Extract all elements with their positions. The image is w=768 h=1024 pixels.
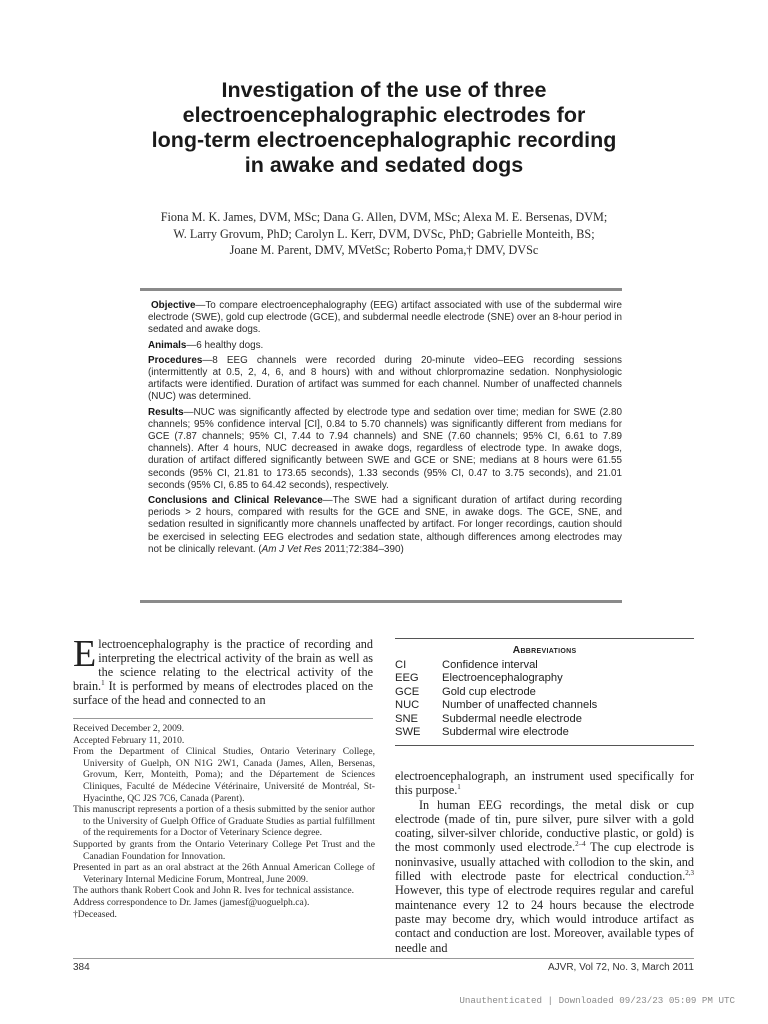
abstract-text: —6 healthy dogs. (186, 339, 264, 351)
reference-marker: 2–4 (575, 840, 586, 849)
abbreviation-code: SNE (395, 712, 419, 725)
footnote: †Deceased. (73, 908, 117, 920)
footnotes (73, 723, 375, 920)
citation-details: 2011;72:384–390) (321, 543, 404, 555)
footnote: This manuscript represents a portion of a thesis submitted by the senior author to the University of Guelph Office of Graduate Studies as partial fulfillment of the requirements for a Doctor of Veterinary Science degree. (73, 804, 375, 839)
body-column-right (395, 769, 694, 955)
footnote: From the Department of Clinical Studies, Ontario Veterinary College, University of Guelph, ON N1G 2W1, Canada (James, Allen, Bersenas, Grovum, Kerr, Monteith, Poma); and the Département de Sciences Cliniques, Faculté de Médecine Vétérinaire, Université de Montréal, St-Hyacinthe, QC J2S 7C6, Canada (Parent). (73, 746, 375, 804)
title-line: electroencephalographic electrodes for (182, 103, 586, 127)
abstract-animals (148, 340, 622, 352)
abbreviation-meaning: Number of unaffected channels (442, 699, 598, 712)
footnote: Presented in part as an oral abstract at the 26th Annual American College of Veterinary Internal Medicine Forum, Montreal, June 2009. (73, 862, 375, 885)
abstract-text: —8 EEG channels were recorded during 20-minute video–EEG recording sessions (intermittently at 0.5, 2, 4, 6, and 8 hours) with and without chlorpromazine sedation. Nonphysiologic artifacts were identified. Duration of artifact was summed for each channel. Number of unaffected channels (NUC) was determined. (148, 354, 622, 403)
abstract-label: Animals (148, 339, 187, 351)
abbreviation-code: EEG (395, 672, 419, 685)
citation-journal: Am J Vet Res (261, 543, 322, 555)
abbreviation-meaning: Subdermal wire electrode (442, 726, 569, 739)
author-list (70, 209, 698, 259)
article-title (70, 78, 698, 178)
body-text: The cup electrode is noninvasive, usually attached with collodion to the skin, and filled with electrode paste for electrical conduction. (395, 840, 694, 884)
abstract-results (148, 407, 622, 492)
footnote-divider (73, 718, 373, 719)
footnote: Supported by grants from the Ontario Veterinary College Pet Trust and the Canadian Foundation for Innovation. (73, 838, 375, 862)
body-text: electroencephalograph, an instrument used specifically for this purpose. (395, 769, 694, 798)
reference-marker: 1 (101, 678, 105, 687)
body-text: In human EEG recordings, the metal disk or cup electrode (made of tin, pure silver, pure silver with a gold coating, silver-silver chloride, conductive plastic, or gold) is the most commonly used electrode. (395, 797, 694, 855)
abbreviation-code: CI (395, 659, 407, 671)
abstract-text: —NUC was significantly affected by electrode type and sedation over time; median for SWE (2.80 channels; 95% confidence interval [CI], 0.84 to 5.70 channels) was significantly different from medians for GCE (7.87 channels; 95% CI, 7.44 to 7.94 channels) and SNE (7.60 channels; 95% CI, 6.61 to 7.89 channels). After 4 hours, NUC decreased in awake dogs, regardless of electrode type. In awake dogs, duration of artifact differed significantly between SWE and GCE or SNE; medians at 8 hours were 61.55 seconds (95% CI, 21.81 to 173.65 seconds), 1.33 seconds (95% CI, 0.47 to 3.75 seconds), and 21.01 seconds (95% CI, 6.85 to 64.42 seconds), respectively. (148, 406, 622, 491)
author-line: Fiona M. K. James, DVM, MSc; Dana G. Allen, DVM, MSc; Alexa M. E. Bersenas, DVM; (160, 210, 608, 224)
abbreviation-row (395, 713, 694, 726)
body-text: However, this type of electrode requires regular and careful maintenance every 12 to 24 hours because the electrode paste may become dry, which would introduce artifact as contact and conduction are lost. Moreover, available types of needle and (395, 883, 694, 955)
abstract-procedures (148, 355, 622, 404)
abstract-label: Procedures (148, 354, 203, 366)
abbreviation-meaning: Confidence interval (442, 659, 538, 671)
title-line: long-term electroencephalographic recording (151, 128, 617, 152)
abstract-label: Conclusions and Clinical Relevance (148, 495, 323, 507)
author-line: Joane M. Parent, DMV, MVetSc; Roberto Poma,† DMV, DVSc (229, 243, 539, 257)
reference-marker: 1 (457, 783, 461, 792)
intro-paragraph (73, 633, 373, 707)
intro-text: It is performed by means of electrodes placed on the surface of the head and connected to an (73, 679, 373, 707)
body-paragraph (395, 769, 694, 798)
footnote: Accepted February 11, 2010. (73, 734, 185, 746)
abbreviation-code: NUC (395, 699, 420, 712)
footnote: The authors thank Robert Cook and John R. Ives for technical assistance. (73, 885, 355, 897)
abbreviation-row (395, 672, 694, 685)
abbreviation-row (395, 726, 694, 739)
abstract-conclusions (148, 495, 622, 556)
drop-cap: E (73, 633, 97, 675)
abbreviation-row (395, 686, 694, 699)
author-line: W. Larry Grovum, PhD; Carolyn L. Kerr, DVM, DVSc, PhD; Gabrielle Monteith, BS; (173, 226, 595, 241)
abbreviation-code: SWE (395, 726, 421, 739)
title-line: in awake and sedated dogs (244, 153, 524, 177)
abbreviations-heading: Abbreviations (512, 644, 577, 656)
journal-reference: AJVR, Vol 72, No. 3, March 2011 (547, 962, 694, 973)
title-line: Investigation of the use of three (221, 78, 547, 102)
abbreviation-meaning: Electroencephalography (442, 672, 563, 685)
abstract-text: —To compare electroencephalography (EEG) artifact associated with use of the subdermal wire electrode (SWE), gold cup electrode (GCE), and subdermal needle electrode (SNE) over an 8-hour period in sedated and awake dogs. (148, 300, 622, 336)
abstract-label: Objective (151, 300, 196, 311)
body-paragraph (395, 798, 694, 955)
abbreviation-row (395, 699, 694, 712)
abbreviation-row (395, 659, 694, 672)
download-stamp: Unauthenticated | Downloaded 09/23/23 05:09 PM UTC (459, 995, 735, 1006)
abbreviation-code: GCE (395, 685, 420, 698)
abstract-objective (148, 300, 622, 337)
reference-marker: 2,3 (685, 869, 694, 878)
page-number: 384 (73, 962, 90, 973)
footer-divider (73, 958, 694, 959)
footnote: Received December 2, 2009. (73, 723, 185, 734)
abstract-text: —The SWE had a significant duration of artifact during recording periods > 2 hours, compared with results for the GCE and SNE, in awake dogs. The GCE, SNE, and sedation resulted in significantly more channels unaffected by artifact. For longer recordings, caution should be exercised in selecting EEG electrodes and sedation state, although differences among electrodes may not be clinically relevant. ( (148, 495, 622, 555)
abstract (148, 300, 622, 559)
intro-text: lectroencephalography is the practice of recording and interpreting the electrical activity of the brain as well as the science relating to the electrical activity of the brain. (73, 637, 373, 693)
abbreviations-box (395, 638, 694, 746)
abbreviation-meaning: Gold cup electrode (442, 685, 536, 698)
abstract-label: Results (148, 406, 184, 418)
abbreviation-meaning: Subdermal needle electrode (442, 712, 582, 725)
footnote: Address correspondence to Dr. James (jamesf@uoguelph.ca). (73, 896, 310, 908)
